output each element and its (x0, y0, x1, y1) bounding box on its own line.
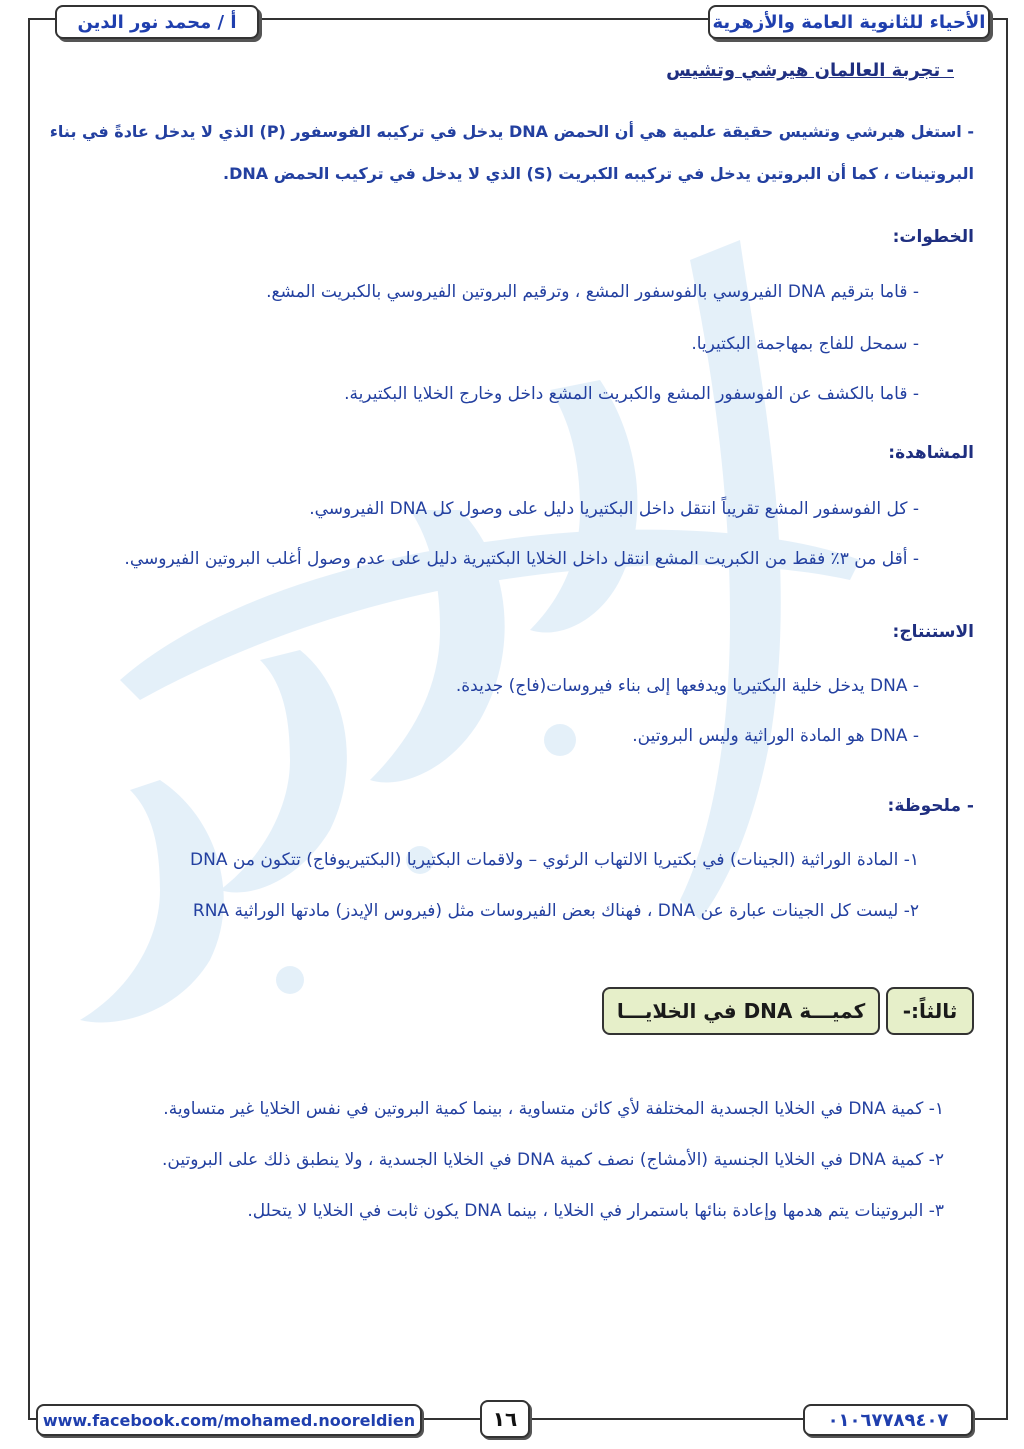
observation-item: - كل الفوسفور المشع تقريباً انتقل داخل البكتيريا دليل على وصول كل DNA الفيروسي. (309, 499, 919, 519)
observation-heading: المشاهدة: (888, 443, 974, 463)
step-item: - سمحل للفاج بمهاجمة البكتيريا. (691, 334, 919, 354)
header-title: الأحياء للثانوية العامة والأزهرية (712, 11, 986, 33)
footer-website-box (36, 1404, 422, 1436)
conclusion-item: - DNA هو المادة الوراثية وليس البروتين. (632, 726, 919, 746)
section-third-title: كميـــة DNA في الخلايـــا (616, 999, 866, 1023)
header-author-box (55, 5, 259, 39)
third-item: ٣- البروتينات يتم هدمها وإعادة بنائها باستمرار في الخلايا ، بينما DNA يكون ثابت في الخلايا لا يتحلل. (247, 1201, 944, 1221)
watermark-calligraphy (40, 180, 940, 1080)
conclusion-heading: الاستنتاج: (892, 622, 974, 642)
section-third-label-box (886, 987, 974, 1035)
step-item: - قاما بترقيم DNA الفيروسي بالفوسفور المشع ، وترقيم البروتين الفيروسي بالكبريت المشع. (266, 282, 919, 302)
note-item: ١- المادة الوراثية (الجينات) في بكتيريا الالتهاب الرئوي – ولاقمات البكتيريا (البكتيريوفاج) تتكون من DNA (190, 850, 919, 870)
step-item: - قاما بالكشف عن الفوسفور المشع والكبريت المشع داخل وخارج الخلايا البكتيرية. (344, 384, 919, 404)
footer-website: www.facebook.com/mohamed.nooreldien (42, 1410, 416, 1430)
section-third-title-box (602, 987, 880, 1035)
footer-page-number-box (480, 1400, 530, 1438)
section-third-label: ثالثاً:- (902, 999, 958, 1023)
conclusion-item: - DNA يدخل خلية البكتيريا ويدفعها إلى بناء فيروسات(فاج) جديدة. (455, 676, 919, 696)
frame-left-border (28, 18, 30, 1418)
section-heading-hershey: - تجربة العالمان هيرشي وتشيس (666, 60, 954, 81)
footer-page-number: ١٦ (492, 1407, 518, 1431)
footer-phone-box (803, 1404, 973, 1436)
intro-line-2: البروتينات ، كما أن البروتين يدخل في تركيبه الكبريت (S) الذي لا يدخل في تركيب الحمض DNA. (223, 164, 974, 183)
frame-right-border (1006, 18, 1008, 1418)
note-item: ٢- ليست كل الجينات عبارة عن DNA ، فهناك بعض الفيروسات مثل (فيروس الإيدز) مادتها الوراثية RNA (192, 901, 919, 921)
footer-phone: ٠١٠٦٧٧٨٩٤٠٧ (827, 1409, 949, 1431)
header-title-box (708, 5, 990, 39)
observation-item: - أقل من ٣٪ فقط من الكبريت المشع انتقل داخل الخلايا البكتيرية دليل على عدم وصول أغلب البروتين الفيروسي. (124, 549, 919, 569)
note-heading: - ملحوظة: (887, 796, 974, 816)
header-author: أ / محمد نور الدين (77, 11, 237, 33)
third-item: ١- كمية DNA في الخلايا الجسدية المختلفة لأي كائن متساوية ، بينما كمية البروتين في نفس الخلايا غير متساوية. (163, 1099, 944, 1119)
intro-line-1: - استغل هيرشي وتشيس حقيقة علمية هي أن الحمض DNA يدخل في تركيبه الفوسفور (P) الذي لا يدخل عادةً في بناء (49, 122, 974, 141)
steps-heading: الخطوات: (892, 227, 974, 247)
third-item: ٢- كمية DNA في الخلايا الجنسية (الأمشاج) نصف كمية DNA في الخلايا الجسدية ، ولا ينطبق ذلك على البروتين. (162, 1150, 944, 1170)
